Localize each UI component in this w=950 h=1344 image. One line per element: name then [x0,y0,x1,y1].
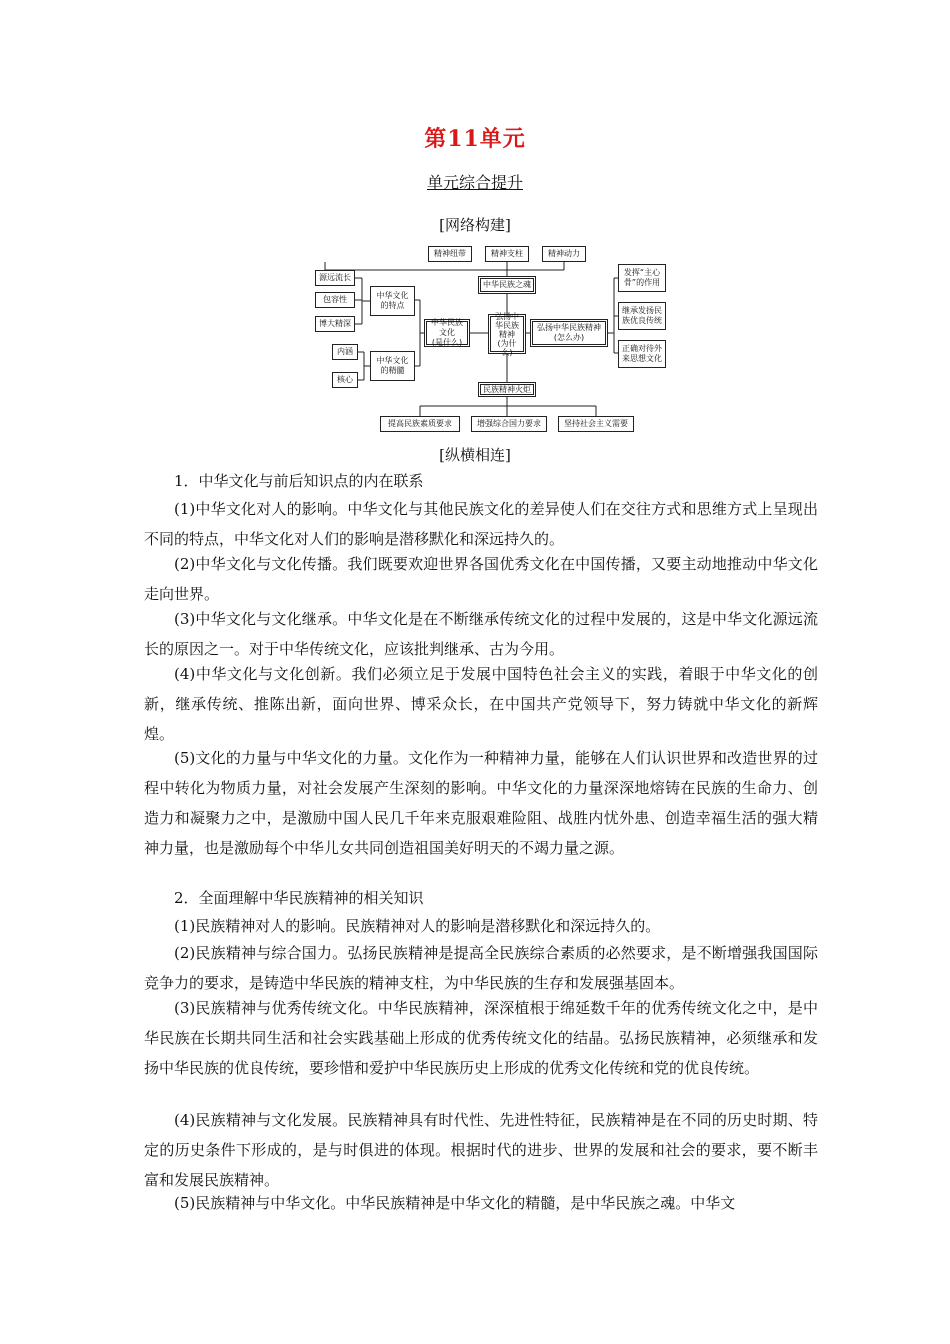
box-chinese-culture: 中华民族文化 (是什么) [424,319,470,347]
box-national-strength: 增强综合国力要求 [471,416,547,432]
box-socialism-need: 坚持社会主义需要 [558,416,634,432]
page-subtitle: 单元综合提升 [426,173,523,192]
box-inclusiveness: 包容性 [315,292,355,308]
box-national-torch: 民族精神火炬 [478,382,536,397]
item-heading-2: 2．全面理解中华民族精神的相关知识 [174,889,424,907]
box-connotation: 内涵 [332,344,358,360]
box-spiritual-driver: 精神动力 [542,246,586,262]
paragraph: (2)中华文化与文化传播。我们既要欢迎世界各国优秀文化在中国传播，又要主动地推动中华文化走向世界。 [144,555,818,603]
paragraph: (4)民族精神与文化发展。民族精神具有时代性、先进性特征，民族精神是在不同的历史时期、特定的历史条件下形成的，是与时俱进的体现。根据时代的进步、世界的发展和社会的要求，要不断丰富和发展民族精神。 [144,1111,818,1189]
box-broad-profound: 博大精深 [315,316,355,332]
box-spiritual-bond: 精神纽带 [428,246,472,262]
paragraph: (2)民族精神与综合国力。弘扬民族精神是提高全民族综合素质的必然要求，是不断增强我国国际竞争力的要求，是铸造中华民族的精神支柱，为中华民族的生存和发展强基固本。 [144,944,818,992]
page-title: 第11单元 [424,126,526,152]
section-heading-links: [纵横相连] [439,446,511,464]
paragraph: (5)文化的力量与中华文化的力量。文化作为一种精神力量，能够在人们认识世界和改造世界的过程中转化为物质力量，对社会发展产生深刻的影响。中华文化的力量深深地熔铸在民族的生命力、创造力和凝聚力之中，是激励中国人民几千年来克服艰难险阻、战胜内忧外患、创造幸福生活的强大精神力量，也是激励每个中华儿女共同创造祖国美好明天的不竭力量之源。 [144,749,818,857]
box-promote-spirit-center: 弘扬中 华民族 精神 (为什么) [488,314,526,354]
box-culture-traits: 中华文化 的特点 [370,286,415,316]
concept-map-diagram [310,240,670,440]
box-backbone-role: 发挥“主心 骨”的作用 [618,264,666,292]
box-foreign-thought: 正确对待外 来思想文化 [618,340,666,368]
box-promote-spirit-how: 弘扬中华民族精神 (怎么办) [530,319,608,347]
section-heading-network: [网络构建] [439,216,511,234]
paragraph: (1)中华文化对人的影响。中华文化与其他民族文化的差异使人们在交往方式和思维方式上呈现出不同的特点，中华文化对人们的影响是潜移默化和深远持久的。 [144,500,818,548]
paragraph: (4)中华文化与文化创新。我们必须立足于发展中国特色社会主义的实践，着眼于中华文化的创新，继承传统、推陈出新，面向世界、博采众长，在中国共产党领导下，努力铸就中华文化的新辉煌。 [144,665,818,743]
paragraph: (5)民族精神与中华文化。中华民族精神是中华文化的精髓，是中华民族之魂。中华文 [174,1194,736,1212]
paragraph: (3)民族精神与优秀传统文化。中华民族精神，深深植根于绵延数千年的优秀传统文化之中，是中华民族在长期共同生活和社会实践基础上形成的优秀传统文化的结晶。弘扬民族精神，必须继承和发扬中华民族的优良传统，要珍惜和爱护中华民族历史上形成的优秀文化传统和党的优良传统。 [144,999,818,1077]
box-inherit-tradition: 继承发扬民 族优良传统 [618,302,666,330]
box-culture-essence: 中华文化 的精髓 [370,351,415,381]
paragraph: (1)民族精神对人的影响。民族精神对人的影响是潜移默化和深远持久的。 [174,917,661,935]
box-spiritual-pillar: 精神支柱 [485,246,529,262]
box-core: 核心 [332,372,358,388]
box-improve-quality: 提高民族素质要求 [380,416,460,432]
paragraph: (3)中华文化与文化继承。中华文化是在不断继承传统文化的过程中发展的，这是中华文化源远流长的原因之一。对于中华传统文化，应该批判继承、古为今用。 [144,610,818,658]
box-long-history: 源远流长 [315,270,355,286]
box-national-soul: 中华民族之魂 [478,276,536,294]
item-heading-1: 1．中华文化与前后知识点的内在联系 [174,472,424,490]
